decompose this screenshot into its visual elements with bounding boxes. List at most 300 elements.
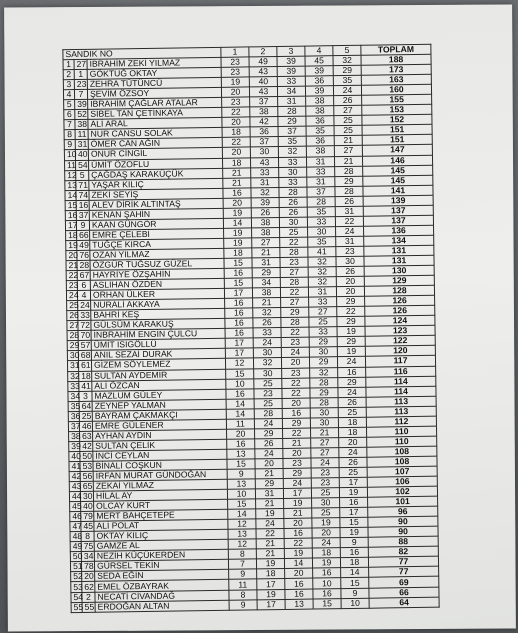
total-votes: 102 (367, 486, 437, 497)
box-5-votes: 29 (333, 65, 361, 75)
box-5-votes: 19 (337, 327, 365, 337)
box-1-votes: 17 (225, 338, 253, 348)
candidate-name: SULTAN ÇELİK (93, 439, 227, 451)
ballot-box-number: 8 (81, 532, 94, 542)
box-4-votes: 39 (305, 86, 333, 96)
box-2-votes: 32 (253, 308, 281, 318)
candidate-name: ALEV DİRİK ALTINTAŞ (89, 198, 223, 210)
box-3-votes: 22 (283, 428, 311, 438)
box-5-votes: 24 (337, 357, 365, 367)
box-2-votes: 31 (255, 489, 283, 499)
box-2-votes: 30 (253, 348, 281, 358)
total-votes: 126 (365, 295, 435, 306)
ballot-box-number: 3 (79, 391, 92, 401)
row-rank: 32 (68, 371, 79, 381)
box-1-votes: 16 (225, 328, 253, 338)
box-1-votes: 22 (222, 107, 250, 117)
box-1-votes: 15 (224, 258, 252, 268)
row-rank: 51 (70, 562, 81, 572)
total-votes: 139 (363, 195, 433, 206)
box-4-votes: 31 (308, 287, 336, 297)
box-2-votes: 19 (256, 559, 284, 569)
box-5-votes: 19 (337, 347, 365, 357)
box-4-votes: 23 (311, 478, 339, 488)
ballot-box-number: 75 (81, 542, 94, 552)
candidate-name: OLCAY KURT (94, 499, 228, 511)
box-2-votes: 26 (255, 438, 283, 448)
total-votes: 66 (369, 587, 439, 598)
candidate-name: EMRE ÇELEBİ (90, 228, 224, 240)
box-1-votes: 11 (226, 419, 254, 429)
box-5-votes: 20 (336, 276, 364, 286)
box-5-votes: 26 (334, 96, 362, 106)
box-4-votes: 39 (305, 66, 333, 76)
row-rank: 20 (66, 250, 77, 260)
candidate-name: NUR CANSU SOLAK (88, 128, 222, 140)
box-5-votes: 19 (339, 487, 367, 497)
candidate-name: GÜRSEL TEKİN (94, 560, 228, 572)
box-5-votes: 35 (333, 75, 361, 85)
box-5-votes: 16 (340, 497, 368, 507)
box-5-votes: 16 (340, 548, 368, 558)
candidate-name: ÖZGÜR TUĞSUZ GÜZEL (90, 258, 224, 270)
box-2-votes: 21 (256, 539, 284, 549)
total-votes: 101 (368, 496, 438, 507)
row-rank: 18 (66, 230, 77, 240)
total-votes: 69 (369, 577, 439, 588)
box-3-votes: 33 (277, 76, 305, 86)
box-3-votes: 28 (280, 247, 308, 257)
total-votes: 151 (362, 135, 432, 146)
row-rank: 26 (67, 311, 78, 321)
candidate-name: ZEYNEP YALMAN (92, 399, 226, 411)
box-5-votes: 17 (339, 477, 367, 487)
box-1-votes: 20 (227, 429, 255, 439)
ballot-box-number: 49 (77, 240, 90, 250)
row-rank: 45 (70, 502, 81, 512)
candidate-name: AYHAN AYDIN (93, 429, 227, 441)
ballot-box-number: 1 (74, 69, 87, 79)
ballot-box-number: 5 (76, 170, 89, 180)
box-3-votes: 20 (283, 448, 311, 458)
total-votes: 120 (365, 346, 435, 357)
ballot-box-number: 9 (76, 220, 89, 230)
box-1-votes: 10 (226, 378, 254, 388)
row-rank: 24 (66, 291, 77, 301)
box-5-votes: 27 (334, 146, 362, 156)
box-1-votes: 13 (228, 529, 256, 539)
box-1-votes: 7 (228, 559, 256, 569)
candidate-name: ASLIHAN ÖZDEN (90, 278, 224, 290)
ballot-box-number: 11 (75, 130, 88, 140)
row-rank: 53 (71, 582, 82, 592)
box-4-votes: 28 (310, 397, 338, 407)
box-4-votes: 10 (313, 578, 341, 588)
candidate-name: ORHAN ÜLKER (90, 288, 224, 300)
box-2-votes: 36 (250, 127, 278, 137)
box-5-votes: 20 (339, 437, 367, 447)
ballot-box-number: 20 (82, 572, 95, 582)
total-votes: 145 (363, 165, 433, 176)
box-4-votes: 36 (306, 116, 334, 126)
candidate-name: BİNALİ COŞKUN (93, 459, 227, 471)
box-4-votes: 41 (308, 247, 336, 257)
row-rank: 2 (63, 70, 74, 80)
box-3-votes: 25 (280, 227, 308, 237)
box-3-votes: 28 (278, 106, 306, 116)
box-4-votes: 25 (311, 488, 339, 498)
table-body (63, 54, 439, 612)
box-4-votes: 30 (312, 498, 340, 508)
box-1-votes: 15 (224, 278, 252, 288)
candidate-name: OKTAY KILIÇ (94, 530, 228, 542)
box-3-votes: 39 (277, 66, 305, 76)
candidate-name: GÜLSÜM KARAKUŞ (91, 319, 225, 331)
ballot-box-number: 68 (78, 351, 91, 361)
ballot-box-number: 63 (80, 431, 93, 441)
candidate-name: İRFAN MURAT GÜNDOĞAN (93, 469, 227, 481)
candidate-name: ZEHRA TÜTÜNCÜ (87, 77, 221, 89)
row-rank: 50 (70, 552, 81, 562)
total-votes: 131 (364, 255, 434, 266)
total-votes: 77 (368, 557, 438, 568)
candidate-name: ÇAĞDAŞ KARAKÜÇÜK (89, 168, 223, 180)
box-1-votes: 16 (223, 188, 251, 198)
box-4-votes: 36 (306, 136, 334, 146)
box-3-votes: 29 (278, 116, 306, 126)
box-5-votes: 22 (335, 216, 363, 226)
box-4-votes: 21 (311, 427, 339, 437)
ballot-box-number: 25 (79, 411, 92, 421)
box-5-votes: 9 (340, 538, 368, 548)
box-4-votes: 29 (310, 387, 338, 397)
box-3-votes: 19 (284, 498, 312, 508)
candidate-name: GÖKTUĞ OKTAY (87, 67, 221, 79)
box-1-votes: 14 (226, 399, 254, 409)
box-4-votes: 45 (305, 56, 333, 66)
box-5-votes: 29 (337, 296, 365, 306)
total-votes: 110 (367, 436, 437, 447)
box-1-votes: 16 (227, 439, 255, 449)
row-rank: 8 (64, 130, 75, 140)
total-votes: 108 (367, 446, 437, 457)
ballot-box-number: 62 (82, 582, 95, 592)
box-5-votes: 14 (341, 568, 369, 578)
row-rank: 7 (64, 120, 75, 130)
ballot-box-number: 31 (75, 140, 88, 150)
box-2-votes: 26 (251, 207, 279, 217)
box-3-votes: 26 (279, 207, 307, 217)
row-rank: 54 (71, 592, 82, 602)
box-4-votes: 28 (310, 377, 338, 387)
box-3-votes: 27 (280, 267, 308, 277)
candidate-name: ERDOĞAN ALTAN (95, 600, 229, 612)
box-2-votes: 33 (253, 328, 281, 338)
box-2-votes: 34 (252, 278, 280, 288)
box-1-votes: 21 (223, 178, 251, 188)
box-1-votes: 12 (228, 519, 256, 529)
total-votes: 137 (363, 205, 433, 216)
box-5-votes: 24 (338, 387, 366, 397)
ballot-box-number: 30 (80, 491, 93, 501)
box-3-votes: 23 (280, 257, 308, 267)
row-rank: 15 (65, 200, 76, 210)
box-3-votes: 20 (281, 358, 309, 368)
box-1-votes: 23 (221, 67, 249, 77)
box-2-votes: 38 (252, 288, 280, 298)
row-rank: 16 (65, 210, 76, 220)
box-4-votes: 32 (308, 267, 336, 277)
candidate-name: İNCİ CEYLAN (93, 449, 227, 461)
box-1-votes: 20 (221, 87, 249, 97)
total-votes: 124 (365, 315, 435, 326)
box-4-votes: 16 (313, 588, 341, 598)
total-votes: 155 (362, 94, 432, 105)
candidate-name: NURALİ AKKAYA (91, 298, 225, 310)
box-5-votes: 26 (338, 397, 366, 407)
box-2-votes: 32 (253, 358, 281, 368)
candidate-name: ONUR CİNGİL (88, 148, 222, 160)
box-2-votes: 24 (253, 338, 281, 348)
candidate-name: HİLAL AY (93, 489, 227, 501)
row-rank: 35 (68, 401, 79, 411)
box-5-votes: 10 (341, 598, 369, 608)
box-2-votes: 38 (251, 217, 279, 227)
box-1-votes: 16 (224, 268, 252, 278)
row-rank: 40 (69, 451, 80, 461)
box-4-votes: 32 (308, 257, 336, 267)
box-5-votes: 29 (337, 317, 365, 327)
box-3-votes: 26 (279, 197, 307, 207)
row-rank: 12 (65, 170, 76, 180)
box-3-votes: 33 (279, 177, 307, 187)
total-votes: 110 (367, 426, 437, 437)
total-votes: 122 (365, 336, 435, 347)
ballot-box-number: 54 (75, 160, 88, 170)
box-4-votes: 32 (308, 277, 336, 287)
candidate-name: İBRAHİM ÇAĞLAR ATALAR (88, 98, 222, 110)
candidate-name: SİBEL TAN ÇETİNKAYA (88, 108, 222, 120)
total-votes: 114 (366, 376, 436, 387)
box-4-votes: 19 (312, 558, 340, 568)
box-5-votes: 19 (340, 527, 368, 537)
box-5-votes: 30 (336, 256, 364, 266)
box-3-votes: 14 (284, 558, 312, 568)
box-2-votes: 38 (250, 107, 278, 117)
row-rank: 39 (69, 441, 80, 451)
row-rank: 37 (68, 421, 79, 431)
box-2-votes: 22 (256, 529, 284, 539)
box-1-votes: 21 (223, 167, 251, 177)
ballot-box-number: 18 (79, 371, 92, 381)
total-votes: 126 (365, 305, 435, 316)
candidate-name: SULTAN AYDEMİR (92, 369, 226, 381)
box-4-votes: 27 (311, 448, 339, 458)
candidate-name: BAYRAM ÇAKMAKÇI (92, 409, 226, 421)
box-2-votes: 19 (256, 509, 284, 519)
ballot-box-number: 70 (78, 331, 91, 341)
row-rank: 31 (67, 361, 78, 371)
box-4-votes: 30 (309, 347, 337, 357)
ballot-box-number: 38 (75, 120, 88, 130)
box-1-votes: 8 (229, 589, 257, 599)
candidate-name: ALİ ARAL (88, 118, 222, 130)
box-2-votes: 37 (250, 97, 278, 107)
ballot-box-number: 40 (75, 150, 88, 160)
candidate-name: TUĞÇE KIRCA (90, 238, 224, 250)
box-5-votes: 18 (338, 417, 366, 427)
candidate-name: ÜMİT ISIGÖLLÜ (91, 339, 225, 351)
total-votes: 88 (368, 536, 438, 547)
ballot-box-number: 64 (79, 401, 92, 411)
box-3-votes: 28 (280, 277, 308, 287)
box-2-votes: 30 (254, 368, 282, 378)
box-1-votes: 18 (222, 157, 250, 167)
row-rank: 47 (70, 522, 81, 532)
ballot-box-number: 72 (78, 321, 91, 331)
candidate-name: OZAN YILMAZ (90, 248, 224, 260)
candidate-name: GİZEM SÖYLEMEZ (91, 359, 225, 371)
row-rank: 3 (63, 80, 74, 90)
box-2-votes: 33 (251, 167, 279, 177)
box-1-votes: 23 (221, 57, 249, 67)
row-rank: 1 (63, 60, 74, 70)
box-1-votes: 9 (229, 569, 257, 579)
total-votes: 152 (362, 115, 432, 126)
box-4-votes: 38 (306, 96, 334, 106)
row-rank: 25 (67, 301, 78, 311)
ballot-box-number: 4 (77, 290, 90, 300)
box-2-votes: 18 (257, 569, 285, 579)
box-1-votes: 19 (224, 238, 252, 248)
box-3-votes: 22 (284, 538, 312, 548)
total-votes: 147 (362, 145, 432, 156)
box-4-votes: 36 (305, 76, 333, 86)
total-votes: 141 (363, 185, 433, 196)
box-1-votes: 18 (222, 127, 250, 137)
ballot-box-number: 2 (82, 592, 95, 602)
ballot-box-number: 6 (77, 280, 90, 290)
box-2-votes: 24 (256, 519, 284, 529)
box-1-votes: 20 (222, 147, 250, 157)
box-2-votes: 23 (254, 388, 282, 398)
candidate-name: KAAN GÜNGÖR (89, 218, 223, 230)
ballot-box-number: 24 (78, 300, 91, 310)
ballot-box-number: 65 (80, 481, 93, 491)
box-5-votes: 29 (335, 176, 363, 186)
box-3-votes: 20 (284, 518, 312, 528)
box-4-votes: 29 (309, 337, 337, 347)
row-rank: 10 (64, 150, 75, 160)
ballot-box-number: 71 (76, 180, 89, 190)
total-votes: 114 (366, 386, 436, 397)
box-5-votes: 15 (340, 517, 368, 527)
row-rank: 14 (65, 190, 76, 200)
box-5-votes: 15 (341, 578, 369, 588)
box-5-votes: 27 (334, 106, 362, 116)
box-2-votes: 29 (255, 478, 283, 488)
box-3-votes: 22 (280, 237, 308, 247)
box-3-votes: 23 (281, 337, 309, 347)
ballot-box-number: 39 (75, 100, 88, 110)
box-1-votes: 17 (225, 348, 253, 358)
box-1-votes: 9 (227, 469, 255, 479)
row-rank: 46 (70, 512, 81, 522)
box-4-votes: 28 (307, 196, 335, 206)
row-rank: 43 (69, 481, 80, 491)
box-4-votes: 24 (312, 538, 340, 548)
box-5-votes: 29 (338, 377, 366, 387)
box-2-votes: 29 (255, 428, 283, 438)
total-votes: 90 (368, 526, 438, 537)
box-4-votes: 35 (306, 126, 334, 136)
box-1-votes: 19 (224, 228, 252, 238)
total-votes: 131 (364, 245, 434, 256)
box-3-votes: 20 (285, 568, 313, 578)
box-5-votes: 28 (335, 186, 363, 196)
box-5-votes: 23 (336, 246, 364, 256)
box-2-votes: 24 (255, 448, 283, 458)
box-4-votes: 33 (307, 166, 335, 176)
box-3-votes: 24 (281, 347, 309, 357)
box-3-votes: 22 (281, 327, 309, 337)
box-1-votes: 23 (222, 97, 250, 107)
box-2-votes: 21 (256, 499, 284, 509)
candidate-name: İBRAHİM ZEKİ YILMAZ (87, 57, 221, 69)
box-2-votes: 21 (253, 298, 281, 308)
row-rank: 34 (68, 391, 79, 401)
box-2-votes: 31 (252, 257, 280, 267)
box-4-votes: 33 (309, 327, 337, 337)
total-votes: 146 (362, 155, 432, 166)
header-col-5: 5 (333, 45, 361, 55)
results-table (62, 44, 439, 613)
ballot-box-number: 74 (76, 190, 89, 200)
box-2-votes: 17 (257, 599, 285, 609)
box-3-votes: 28 (281, 317, 309, 327)
total-votes: 128 (364, 285, 434, 296)
box-3-votes: 29 (283, 468, 311, 478)
row-rank: 55 (71, 602, 82, 612)
box-4-votes: 20 (312, 528, 340, 538)
box-1-votes: 16 (226, 388, 254, 398)
ballot-box-number: 16 (76, 200, 89, 210)
box-5-votes: 20 (336, 286, 364, 296)
box-5-votes: 24 (336, 226, 364, 236)
row-rank: 19 (66, 240, 77, 250)
row-rank: 27 (67, 321, 78, 331)
box-3-votes: 16 (285, 589, 313, 599)
candidate-name: YAŞAR KILIÇ (89, 178, 223, 190)
box-4-votes: 35 (308, 237, 336, 247)
box-1-votes: 14 (226, 409, 254, 419)
box-1-votes: 16 (225, 308, 253, 318)
box-4-votes: 31 (307, 176, 335, 186)
box-1-votes: 15 (226, 368, 254, 378)
total-votes: 151 (362, 125, 432, 136)
box-4-votes: 24 (311, 458, 339, 468)
total-votes: 123 (365, 326, 435, 337)
box-1-votes: 20 (223, 198, 251, 208)
row-rank: 38 (69, 431, 80, 441)
box-3-votes: 20 (282, 398, 310, 408)
box-2-votes: 39 (251, 197, 279, 207)
total-votes: 113 (366, 406, 436, 417)
ballot-box-number: 61 (78, 361, 91, 371)
box-5-votes: 29 (337, 337, 365, 347)
box-4-votes: 29 (309, 357, 337, 367)
box-3-votes: 31 (278, 96, 306, 106)
